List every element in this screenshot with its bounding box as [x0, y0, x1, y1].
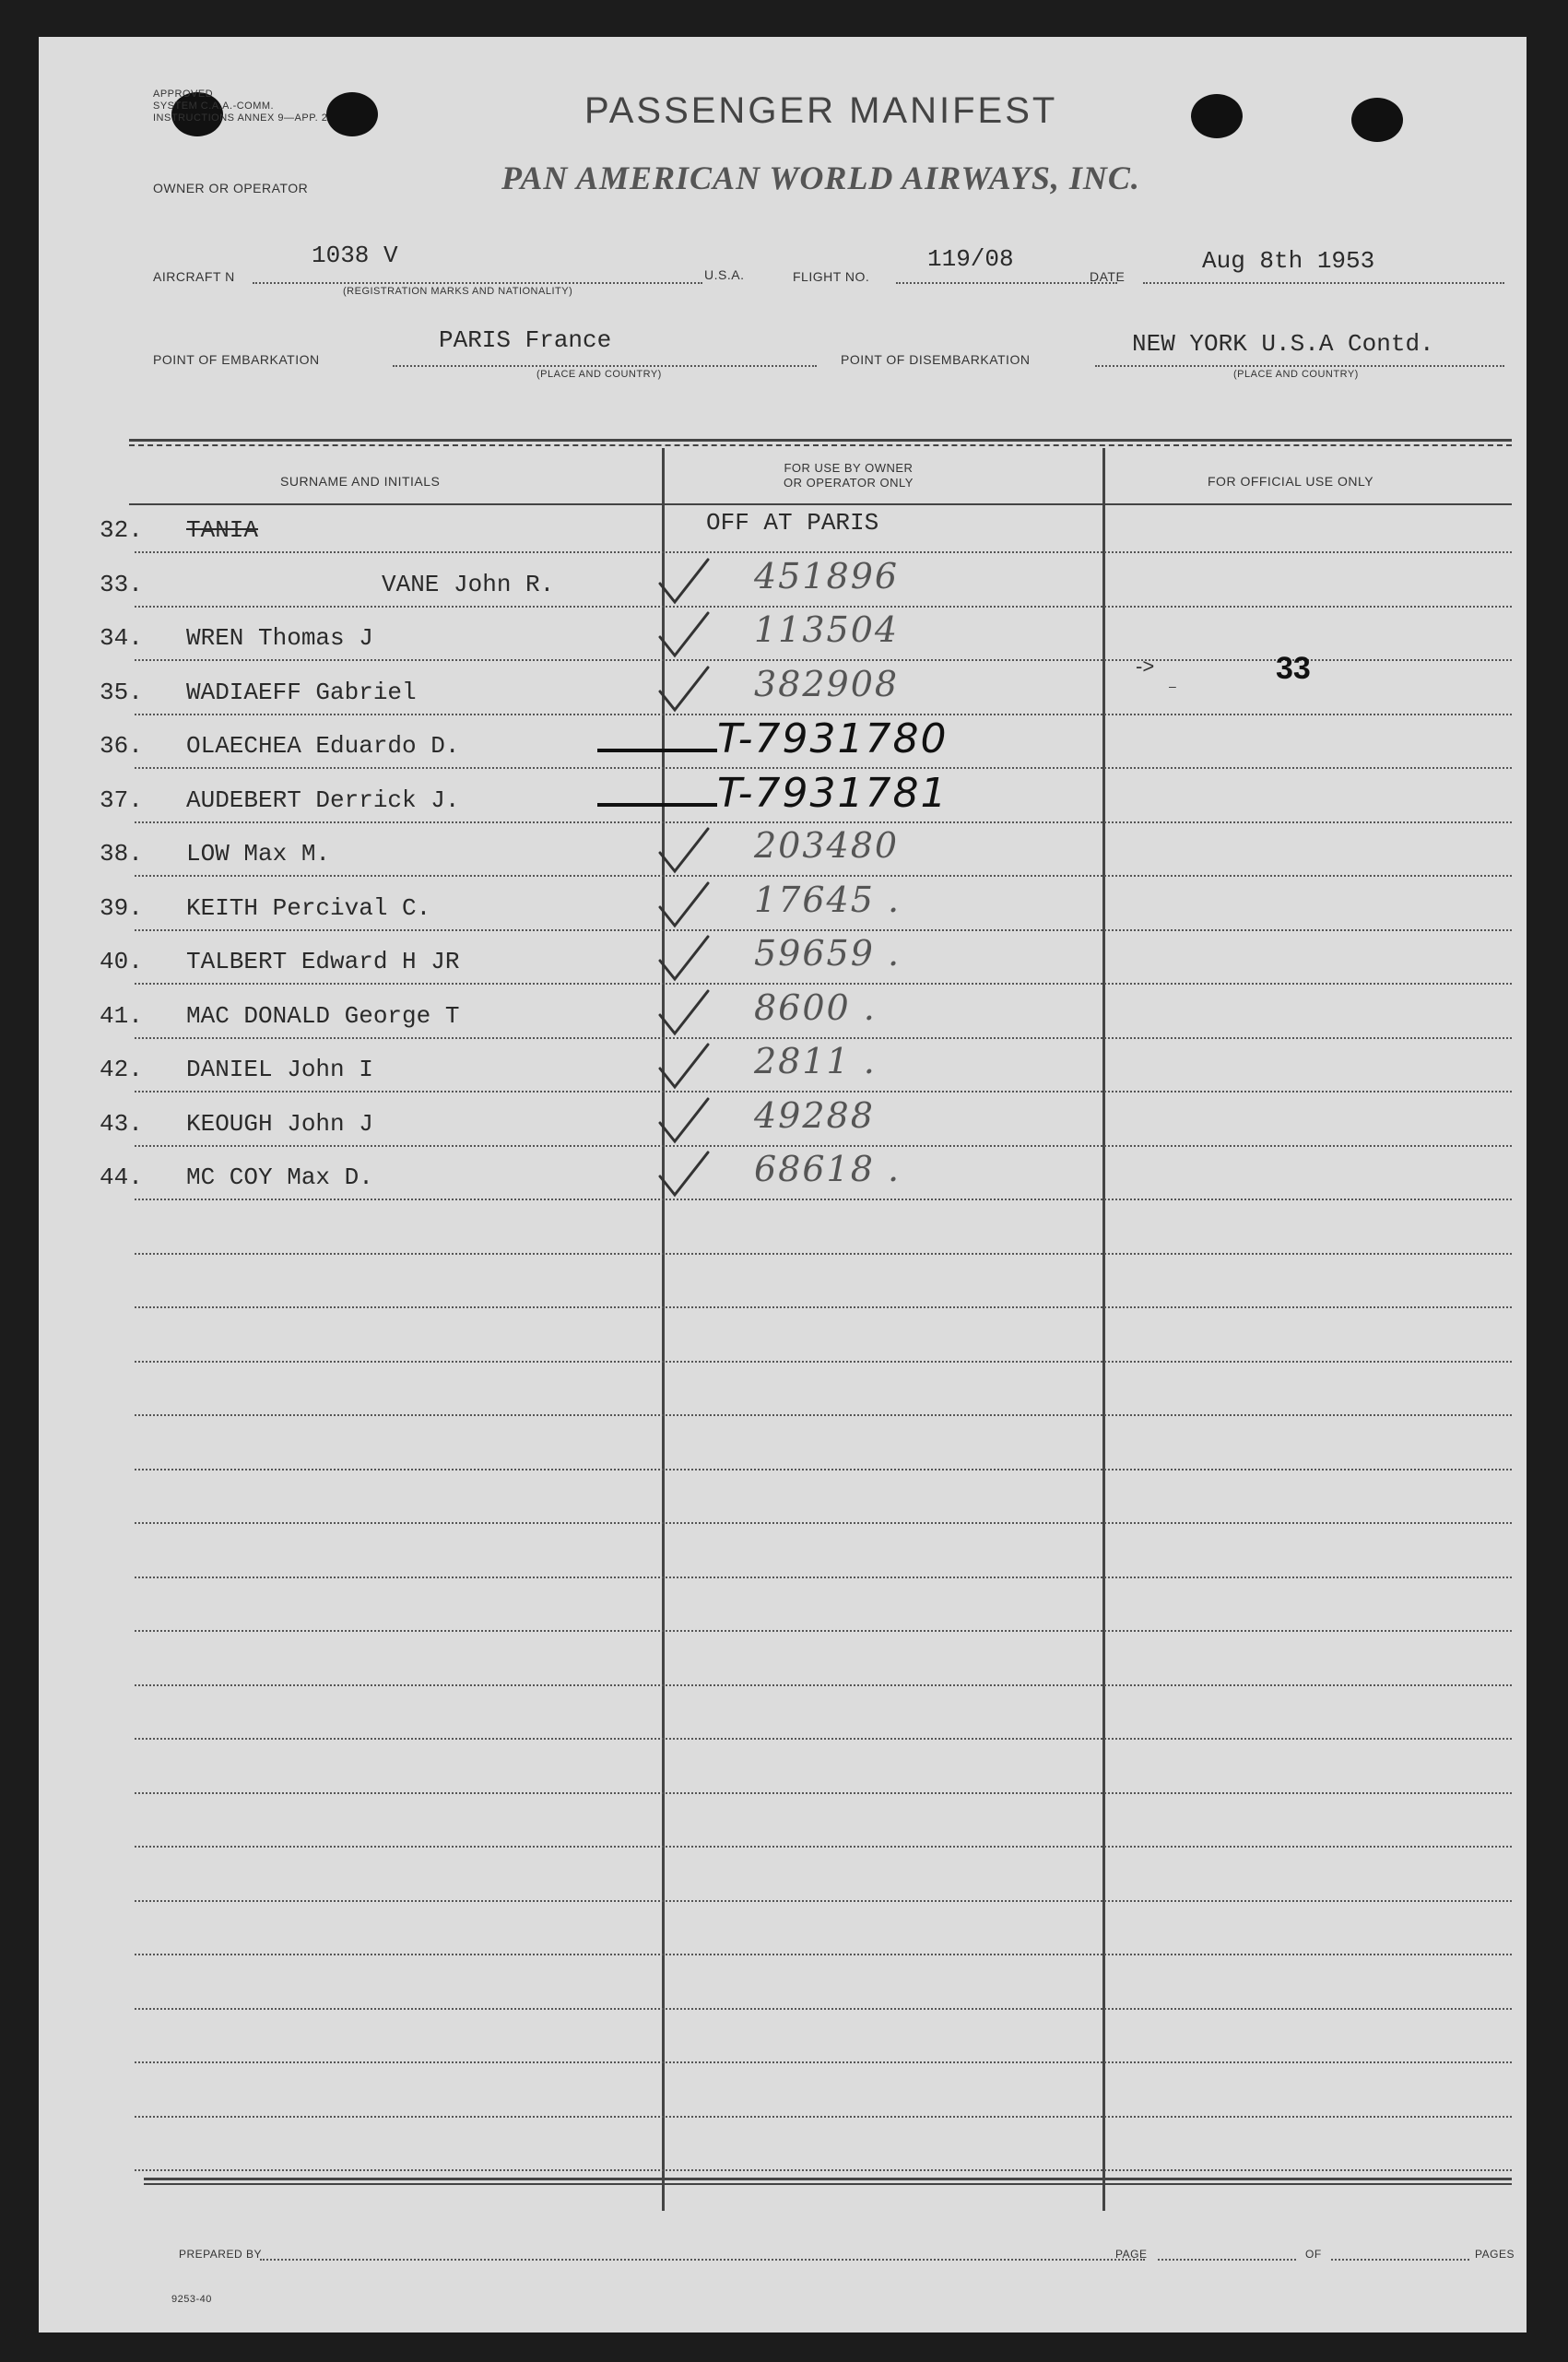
row-number: 40. [100, 948, 143, 975]
operator-note: 17645 . [754, 879, 902, 920]
date-label: DATE [1090, 269, 1126, 284]
operator-note: 113504 [754, 609, 900, 650]
row-line [135, 2008, 1512, 2010]
row-line [135, 929, 1512, 931]
check-mark-icon [654, 664, 713, 715]
embark-caption: (PLACE AND COUNTRY) [536, 369, 662, 380]
operator-note: 203480 [754, 825, 900, 866]
table-top-rule [129, 439, 1512, 442]
disembark-line [1095, 365, 1504, 367]
embark-line [393, 365, 817, 367]
row-line [135, 606, 1512, 608]
official-dash: – [1169, 679, 1176, 693]
disembark-value: NEW YORK U.S.A Contd. [1132, 330, 1434, 358]
passenger-name: MC COY Max D. [186, 1163, 373, 1191]
date-value: Aug 8th 1953 [1202, 247, 1375, 275]
row-number: 39. [100, 893, 143, 922]
row-line [135, 875, 1512, 877]
row-line [135, 1522, 1512, 1524]
row-line [135, 1738, 1512, 1740]
ticket-number: T-7931780 [717, 715, 949, 762]
row-line [135, 1145, 1512, 1147]
check-mark-icon [654, 987, 713, 1039]
date-line [1143, 282, 1504, 284]
operator-note: 49288 [754, 1094, 875, 1136]
check-mark-icon [654, 880, 713, 931]
check-mark-icon [654, 933, 713, 985]
operator-note: 68618 . [754, 1149, 902, 1189]
operator-note: 8600 . [754, 986, 877, 1028]
row-number: 41. [100, 1001, 143, 1030]
row-line [135, 1037, 1512, 1039]
row-number: 36. [100, 732, 143, 760]
form-code: 9253-40 [171, 2294, 212, 2305]
passenger-name: AUDEBERT Derrick J. [186, 785, 460, 814]
row-line [135, 1361, 1512, 1363]
operator-note: OFF AT PARIS [706, 509, 879, 537]
table-bottom-rule [144, 2178, 1512, 2180]
row-line [135, 2169, 1512, 2171]
row-number: 42. [100, 1056, 143, 1083]
official-count: 33 [1276, 651, 1311, 686]
usa-label: U.S.A. [704, 267, 745, 282]
passenger-name: VANE John R. [382, 570, 555, 598]
of-line [1331, 2259, 1469, 2261]
passenger-name: DANIEL John I [186, 1056, 373, 1083]
operator-name: PAN AMERICAN WORLD AIRWAYS, INC. [501, 159, 1140, 196]
row-line [135, 1091, 1512, 1092]
passenger-name: TALBERT Edward H JR [186, 948, 460, 975]
check-mark-icon [654, 1041, 713, 1092]
row-number: 37. [100, 785, 143, 814]
flight-value: 119/08 [927, 245, 1014, 273]
aircraft-value: 1038 V [312, 242, 398, 269]
row-line [135, 1630, 1512, 1632]
prepared-by-label: PREPARED BY [179, 2248, 262, 2261]
row-line [135, 1846, 1512, 1848]
row-line [135, 2061, 1512, 2063]
row-number: 44. [100, 1163, 143, 1191]
prepared-by-line [260, 2259, 1145, 2261]
punch-hole [326, 92, 378, 136]
row-line [135, 1253, 1512, 1255]
registration-caption: (REGISTRATION MARKS AND NATIONALITY) [343, 286, 573, 297]
row-line [135, 1577, 1512, 1578]
check-mark-icon [654, 556, 713, 608]
row-line [135, 551, 1512, 553]
row-line [135, 1199, 1512, 1200]
row-line [135, 2116, 1512, 2118]
row-number: 34. [100, 624, 143, 652]
approval-note [153, 89, 327, 124]
row-number: 38. [100, 840, 143, 868]
form-title: PASSENGER MANIFEST [584, 90, 1058, 131]
passenger-name: KEITH Percival C. [186, 893, 431, 922]
page-label: PAGE [1115, 2248, 1148, 2261]
passenger-name: LOW Max M. [186, 840, 331, 868]
col-owner-use-header [784, 461, 914, 490]
approval-line: SYSTEM C.A.A.-COMM. [153, 100, 275, 112]
disembark-label: POINT OF DISEMBARKATION [841, 352, 1031, 367]
row-line [135, 1306, 1512, 1308]
check-mark-icon [654, 1095, 713, 1147]
official-mark: -> [1136, 655, 1155, 678]
pages-label: PAGES [1475, 2248, 1515, 2261]
embark-label: POINT OF EMBARKATION [153, 352, 320, 367]
row-number: 35. [100, 678, 143, 706]
disembark-caption: (PLACE AND COUNTRY) [1233, 369, 1359, 380]
row-number: 32. [100, 516, 143, 544]
col-surname-header: SURNAME AND INITIALS [280, 474, 441, 489]
row-line [135, 1469, 1512, 1470]
punch-hole [1351, 98, 1403, 142]
row-line [135, 1954, 1512, 1955]
operator-note: 2811 . [754, 1041, 877, 1081]
col-official-header: FOR OFFICIAL USE ONLY [1208, 474, 1374, 489]
row-number: 33. [100, 570, 143, 598]
ticket-dash [597, 803, 717, 807]
col-owner-use-line: OR OPERATOR ONLY [784, 476, 914, 490]
operator-note: 382908 [754, 663, 900, 704]
approval-line: INSTRUCTIONS ANNEX 9—APP. 2 [153, 112, 328, 124]
check-mark-icon [654, 609, 713, 661]
row-line [135, 821, 1512, 823]
punch-hole [1191, 94, 1243, 138]
passenger-name: OLAECHEA Eduardo D. [186, 732, 460, 760]
embark-value: PARIS France [439, 326, 612, 354]
flight-line [896, 282, 1117, 284]
operator-note: 59659 . [754, 933, 902, 974]
check-mark-icon [654, 825, 713, 877]
passenger-name: KEOUGH John J [186, 1109, 373, 1138]
check-mark-icon [654, 1149, 713, 1200]
operator-note: 451896 [754, 555, 900, 596]
ticket-number: T-7931781 [717, 769, 949, 817]
passenger-name: WREN Thomas J [186, 624, 373, 652]
passenger-name: WADIAEFF Gabriel [186, 678, 417, 706]
ticket-dash [597, 749, 717, 752]
passenger-name: TANIA [186, 516, 259, 544]
row-line [135, 983, 1512, 985]
page-line [1158, 2259, 1296, 2261]
aircraft-line [253, 282, 702, 284]
table-bottom-rule-2 [144, 2183, 1512, 2185]
row-line [135, 1900, 1512, 1902]
row-number: 43. [100, 1109, 143, 1138]
passenger-name: MAC DONALD George T [186, 1001, 460, 1030]
row-line [135, 1792, 1512, 1794]
owner-label: OWNER OR OPERATOR [153, 181, 309, 195]
approval-line: APPROVED [153, 89, 214, 100]
row-line [135, 1684, 1512, 1686]
manifest-sheet [39, 37, 1527, 2332]
header-rule [129, 503, 1512, 505]
row-line [135, 1414, 1512, 1416]
table-top-rule-2 [129, 444, 1512, 446]
of-label: OF [1305, 2248, 1322, 2261]
col-owner-use-line: FOR USE BY OWNER [784, 461, 914, 475]
flight-label: FLIGHT NO. [793, 269, 870, 284]
aircraft-label: AIRCRAFT N [153, 269, 235, 284]
